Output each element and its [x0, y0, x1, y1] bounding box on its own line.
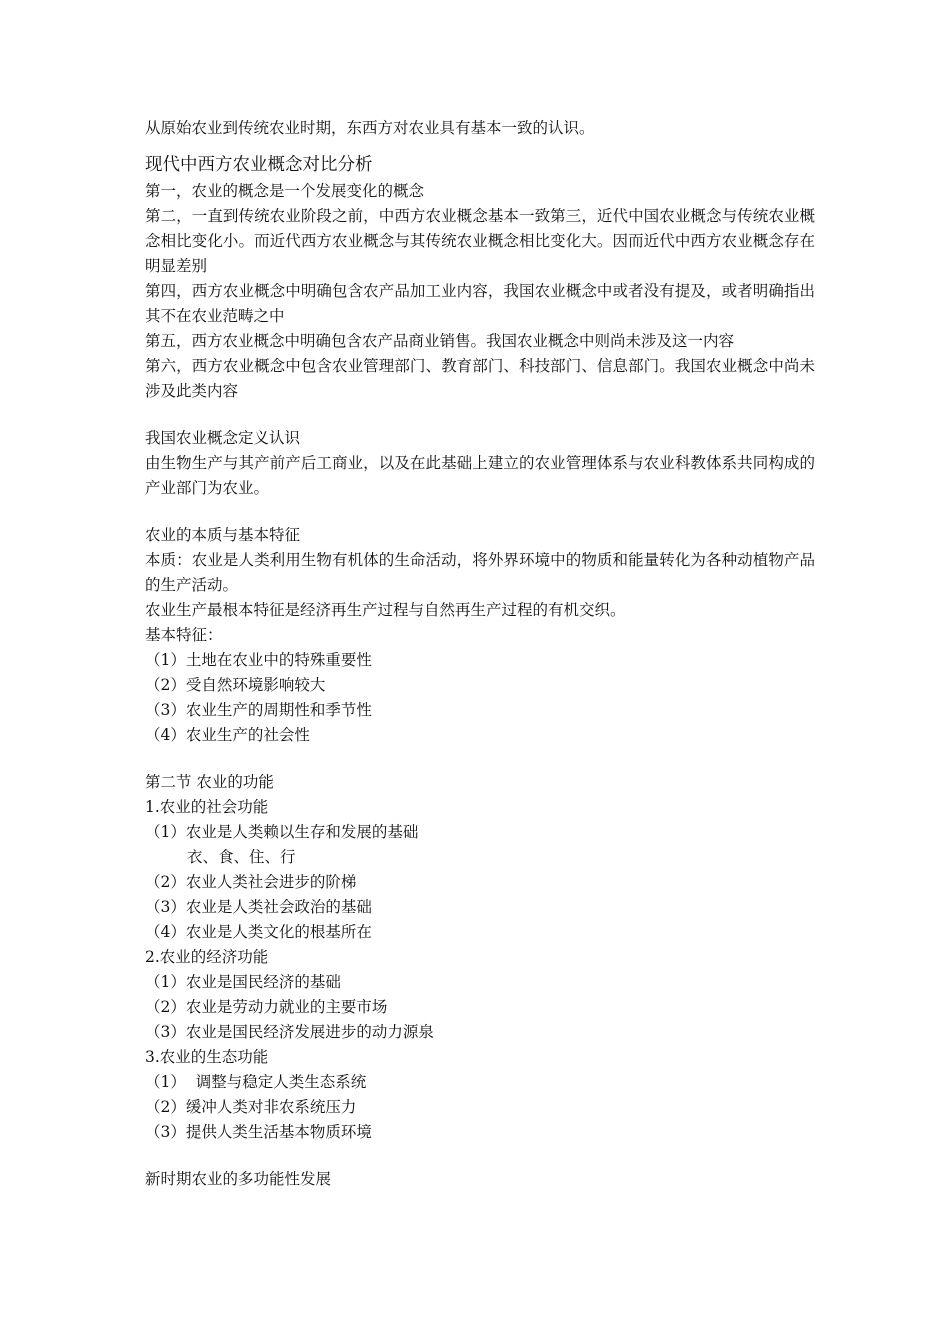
definition-text: 由生物生产与其产前产后工商业，以及在此基础上建立的农业管理体系与农业科教体系共同构成的产业部门为农业。	[145, 454, 815, 497]
feature-item: （1）土地在农业中的特殊重要性	[145, 651, 372, 669]
essence-heading: 农业的本质与基本特征	[145, 526, 301, 544]
section2-heading: 第二节 农业的功能	[145, 773, 274, 791]
spacer	[145, 501, 815, 523]
feature-item: （2）受自然环境影响较大	[145, 676, 326, 694]
economic-function-item: （2）农业是劳动力就业的主要市场	[145, 998, 388, 1016]
document-page	[145, 116, 815, 1192]
essence-nature: 本质：农业是人类利用生物有机体的生命活动，将外界环境中的物质和能量转化为各种动植物产品的生产活动。	[145, 551, 815, 594]
ecological-function-item: （3）提供人类生活基本物质环境	[145, 1123, 372, 1141]
comparison-point-6: 第六，西方农业概念中包含农业管理部门、教育部门、科技部门、信息部门。我国农业概念中尚未涉及此类内容	[145, 357, 815, 400]
social-function-item: （3）农业是人类社会政治的基础	[145, 898, 372, 916]
features-label: 基本特征：	[145, 626, 223, 644]
social-function-subitem: 衣、食、住、行	[187, 848, 296, 866]
economic-function-item: （3）农业是国民经济发展进步的动力源泉	[145, 1023, 434, 1041]
spacer	[145, 404, 815, 426]
economic-function-item: （1）农业是国民经济的基础	[145, 973, 341, 991]
comparison-point-5: 第五，西方农业概念中明确包含农产品商业销售。我国农业概念中则尚未涉及这一内容	[145, 332, 735, 350]
ecological-function-item: （1） 调整与稳定人类生态系统	[145, 1073, 367, 1091]
social-function-item: （4）农业是人类文化的根基所在	[145, 923, 372, 941]
feature-item: （4）农业生产的社会性	[145, 726, 310, 744]
ecological-function-item: （2）缓冲人类对非农系统压力	[145, 1098, 357, 1116]
ecological-function-heading: 3.农业的生态功能	[145, 1048, 269, 1066]
social-function-item: （2）农业人类社会进步的阶梯	[145, 873, 357, 891]
essence-fundamental: 农业生产最根本特征是经济再生产过程与自然再生产过程的有机交织。	[145, 601, 626, 619]
comparison-point-2-3: 第二，一直到传统农业阶段之前，中西方农业概念基本一致第三，近代中国农业概念与传统农业概念相比变化小。而近代西方农业概念与其传统农业概念相比变化大。因而近代中西方农业概念存在明显差别	[145, 207, 815, 275]
comparison-heading: 现代中西方农业概念对比分析	[145, 155, 373, 175]
multifunction-heading: 新时期农业的多功能性发展	[145, 1170, 332, 1188]
definition-heading: 我国农业概念定义认识	[145, 429, 301, 447]
spacer	[145, 1145, 815, 1167]
comparison-point-4: 第四，西方农业概念中明确包含农产品加工业内容，我国农业概念中或者没有提及，或者明确指出其不在农业范畴之中	[145, 282, 815, 325]
comparison-point-1: 第一，农业的概念是一个发展变化的概念	[145, 182, 425, 200]
social-function-item: （1）农业是人类赖以生存和发展的基础	[145, 823, 419, 841]
spacer	[145, 748, 815, 770]
social-function-heading: 1.农业的社会功能	[145, 798, 269, 816]
feature-item: （3）农业生产的周期性和季节性	[145, 701, 372, 719]
intro-paragraph: 从原始农业到传统农业时期，东西方对农业具有基本一致的认识。	[145, 119, 595, 137]
economic-function-heading: 2.农业的经济功能	[145, 948, 269, 966]
